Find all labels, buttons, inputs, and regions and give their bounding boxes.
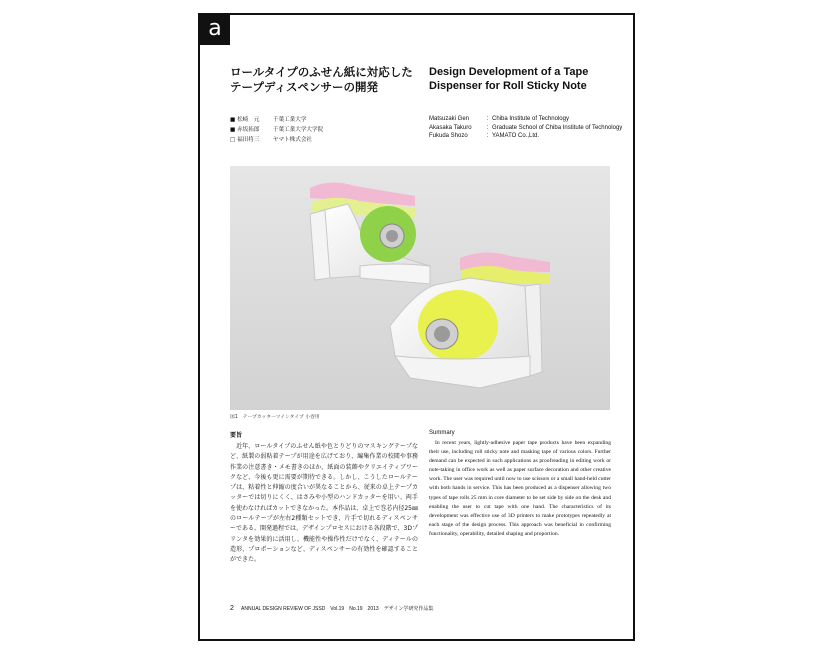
product-photo (230, 166, 610, 410)
author-name: Fukuda Shozo (429, 133, 468, 139)
author-row (230, 125, 420, 135)
paper-page (198, 13, 635, 641)
dispenser-back (310, 182, 430, 284)
author-mark: □ (230, 137, 236, 143)
page-footer (230, 605, 433, 612)
author-name: Matsuzaki Gen (429, 116, 470, 122)
figure-caption: 図1 テープカッターツインタイプ 小巻用 (230, 415, 320, 420)
author-mark: ■ (230, 117, 236, 123)
author-row (230, 115, 420, 125)
author-row (429, 132, 629, 141)
summary-body: 近年、ロールタイプのふせん紙や色とりどりのマスキングテープなど、紙製の弱粘着テープが用途を広げており、編集作業の校閲や事務作業の注意書き・メモ書きのほか、紙面の装飾やクリエイティブワークなど、今後も更に需要が期待できる。しかし、こうしたロールテープは、粘着性と伸縮の度合いが異なることから、従来の卓上テープカッターでは切りにくく、はさみや小型のハンドカッターを用い、両手を使わなければカットできなかった。本作品は、卓上で巻芯内径25㎜のロールテープが左右2種類セットでき、片手で切れるディスペンサーである。開発過程では、デザインプロセスにおける各段階で、3Dプリンタを効果的に活用し、機能性や操作性だけでなく、ディテールの造形、プロポーションなど、ディスペンサーの有効性を確認することができた。 (230, 443, 418, 564)
author-name: 赤坂拓郎 (237, 127, 260, 133)
author-affiliation: ：Chiba Institute of Technology (486, 116, 569, 122)
author-affiliation: 千葉工業大学大学院 (272, 127, 324, 133)
summary-english (429, 430, 611, 539)
author-row (429, 115, 629, 124)
author-row (429, 124, 629, 133)
page-number: 2 (230, 605, 234, 612)
author-row (230, 135, 420, 145)
author-name: 松崎 元 (237, 117, 260, 123)
summary-japanese (230, 430, 418, 566)
author-name: Akasaka Takuro (429, 124, 472, 131)
author-affiliation: ：Graduate School of Chiba Institute of Technology (486, 124, 623, 131)
author-name: 福田将三 (237, 137, 260, 143)
author-affiliation: ヤマト株式会社 (272, 137, 313, 143)
author-affiliation: 千葉工業大学 (272, 117, 307, 123)
title-english: Design Development of a Tape Dispenser for Roll Sticky Note (429, 66, 589, 92)
authors-english (429, 115, 629, 141)
summary-body: In recent years, lightly-adhesive paper tape products have been expanding their use, including roll sticky note and masking tape of various colors. Further demand can be expected in such applications as proofreading in editing work or note-taking in office work as well as paper surface decoration and other creative work. The user was required until now to use scissors or a small hand-held cutter with both hands in service. This has been produced as a dispenser allowing two types of tape rolls 25 mm in core diameter to be set side by side on the desk and enabling the user to cut tape with one hand. The characteristics of its development was effective use of 3D printers to make prototypes repeatedly at each stage of the design process. This approach was beneficial in confirming functionality, operability, detailed shaping and proportion. (429, 440, 611, 537)
author-affiliation: ：YAMATO Co.,Ltd. (486, 133, 540, 139)
summary-heading: Summary (429, 430, 455, 436)
journal-name: ANNUAL DESIGN REVIEW OF JSSD Vol.19 No.19 2013 デザイン学研究作品集 (241, 606, 434, 612)
summary-heading: 要旨 (230, 432, 243, 439)
title-japanese: ロールタイプのふせん紙に対応したテープディスペンサーの開発 (230, 65, 413, 94)
authors-japanese (230, 115, 420, 145)
author-mark: ■ (230, 127, 236, 133)
section-badge: a (200, 15, 230, 45)
